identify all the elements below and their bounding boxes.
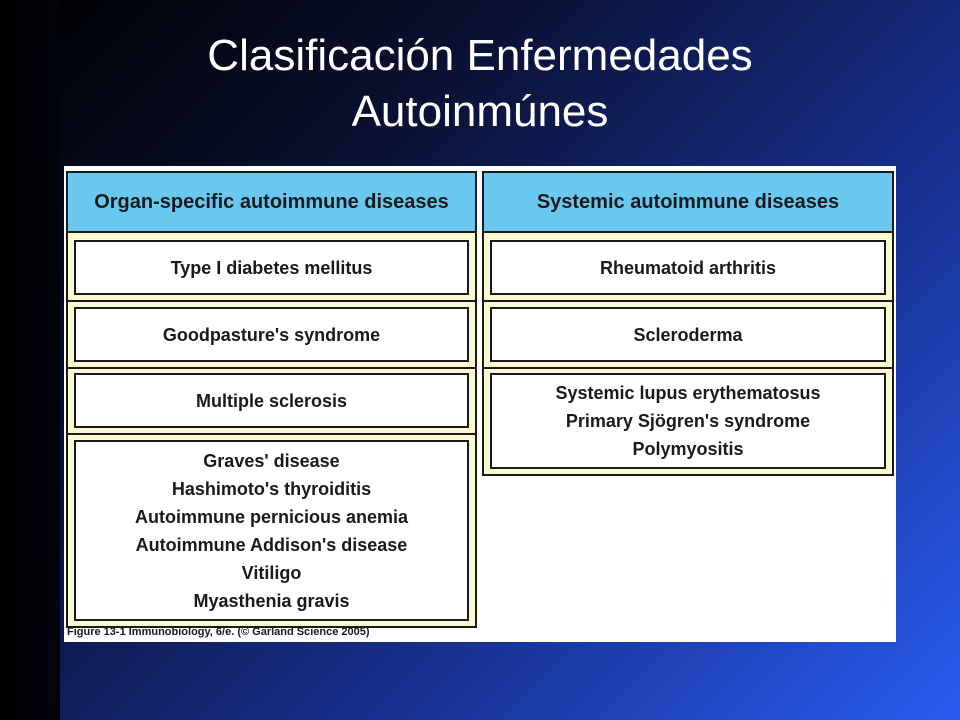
disease-name: Hashimoto's thyroiditis [171,478,372,499]
systemic-column [482,171,894,476]
disease-name: Polymyositis [632,439,744,459]
separator [68,367,475,369]
disease-name: Graves' disease [203,450,340,471]
disease-name: Vitiligo [241,562,302,583]
disease-name: Myasthenia gravis [193,590,350,611]
disease-box-goodpasture [74,307,469,362]
systemic-header: Systemic autoimmune diseases [484,173,892,233]
separator [484,367,892,369]
disease-box-systemic-group [490,373,886,469]
separator [68,433,475,435]
organ-specific-column [66,171,477,628]
disease-box-scleroderma [490,307,886,362]
disease-box-type1-diabetes [74,240,469,295]
slide-title-line-2: Autoinmúnes [351,87,609,136]
disease-name: Goodpasture's syndrome [162,324,381,345]
disease-name: Autoimmune Addison's disease [135,534,408,555]
disease-name: Type I diabetes mellitus [170,257,373,278]
separator [68,300,475,302]
disease-name: Systemic lupus erythematosus [555,383,821,403]
disease-name: Multiple sclerosis [195,390,348,411]
disease-name: Primary Sjögren's syndrome [565,411,811,431]
slide-title [60,28,900,140]
disease-box-endocrine-group [74,440,469,621]
disease-box-multiple-sclerosis [74,373,469,428]
disease-name: Scleroderma [633,324,743,345]
slide-title-line-1: Clasificación Enfermedades [207,31,753,80]
figure-panel [64,166,896,642]
figure-caption: Figure 13-1 Immunobiology, 6/e. (© Garland Science 2005) [67,626,370,638]
disease-box-rheumatoid-arthritis [490,240,886,295]
disease-name: Autoimmune pernicious anemia [134,506,409,527]
separator [484,300,892,302]
left-dark-band [0,0,60,720]
organ-specific-header: Organ-specific autoimmune diseases [68,173,475,233]
disease-name: Rheumatoid arthritis [599,257,777,278]
